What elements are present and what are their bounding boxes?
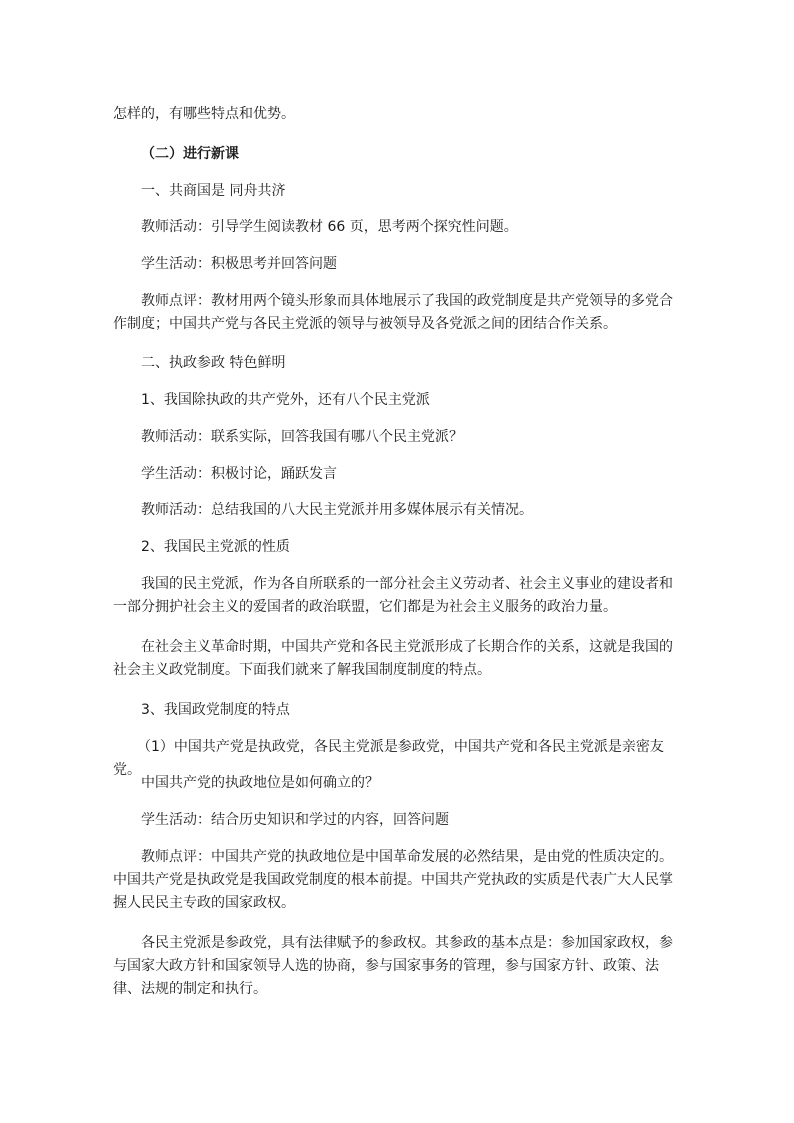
point-heading: 3、我国政党制度的特点 xyxy=(141,702,290,718)
paragraph: 教师活动：联系实际，回答我国有哪八个民主党派？ xyxy=(141,429,463,445)
point-heading: 1、我国除执政的共产党外，还有八个民主党派 xyxy=(141,392,430,408)
section-heading: （二）进行新课 xyxy=(141,146,239,162)
point-heading: 2、我国民主党派的性质 xyxy=(141,539,290,555)
paragraph: 中国共产党的执政地位是如何确立的？ xyxy=(141,775,379,791)
paragraph: 我国的民主党派，作为各自所联系的一部分社会主义劳动者、社会主义事业的建设者和一部分拥护社会主义的爱国者的政治联盟，它们都是为社会主义服务的政治力量。 xyxy=(113,576,673,615)
paragraph: 教师点评：中国共产党的执政地位是中国革命发展的必然结果，是由党的性质决定的。中国共产党是执政党是我国政党制度的根本前提。中国共产党执政的实质是代表广大人民掌握人民民主专政的国家政权。 xyxy=(113,849,673,911)
subsection-heading: 二、执政参政 特色鲜明 xyxy=(141,355,286,371)
subsection-heading: 一、共商国是 同舟共济 xyxy=(141,183,286,199)
paragraph: 学生活动：结合历史知识和学过的内容，回答问题 xyxy=(141,812,449,828)
paragraph: （1）中国共产党是执政党，各民主党派是参政党，中国共产党和各民主党派是亲密友党。 xyxy=(113,739,664,778)
paragraph: 教师点评：教材用两个镜头形象而具体地展示了我国的政党制度是共产党领导的多党合作制度；中国共产党与各民主党派的领导与被领导及各党派之间的团结合作关系。 xyxy=(113,293,673,332)
paragraph-continuation: 怎样的，有哪些特点和优势。 xyxy=(113,106,295,122)
paragraph: 学生活动：积极思考并回答问题 xyxy=(141,256,337,272)
paragraph: 各民主党派是参政党，具有法律赋予的参政权。其参政的基本点是：参加国家政权，参与国家大政方针和国家领导人选的协商，参与国家事务的管理，参与国家方针、政策、法律、法规的制定和执行。 xyxy=(113,935,673,997)
paragraph: 学生活动：积极讨论，踊跃发言 xyxy=(141,466,337,482)
paragraph: 教师活动：总结我国的八大民主党派并用多媒体展示有关情况。 xyxy=(141,502,533,518)
paragraph: 在社会主义革命时期，中国共产党和各民主党派形成了长期合作的关系，这就是我国的社会主义政党制度。下面我们就来了解我国制度制度的特点。 xyxy=(113,639,673,678)
paragraph: 教师活动：引导学生阅读教材 66 页，思考两个探究性问题。 xyxy=(141,219,518,235)
